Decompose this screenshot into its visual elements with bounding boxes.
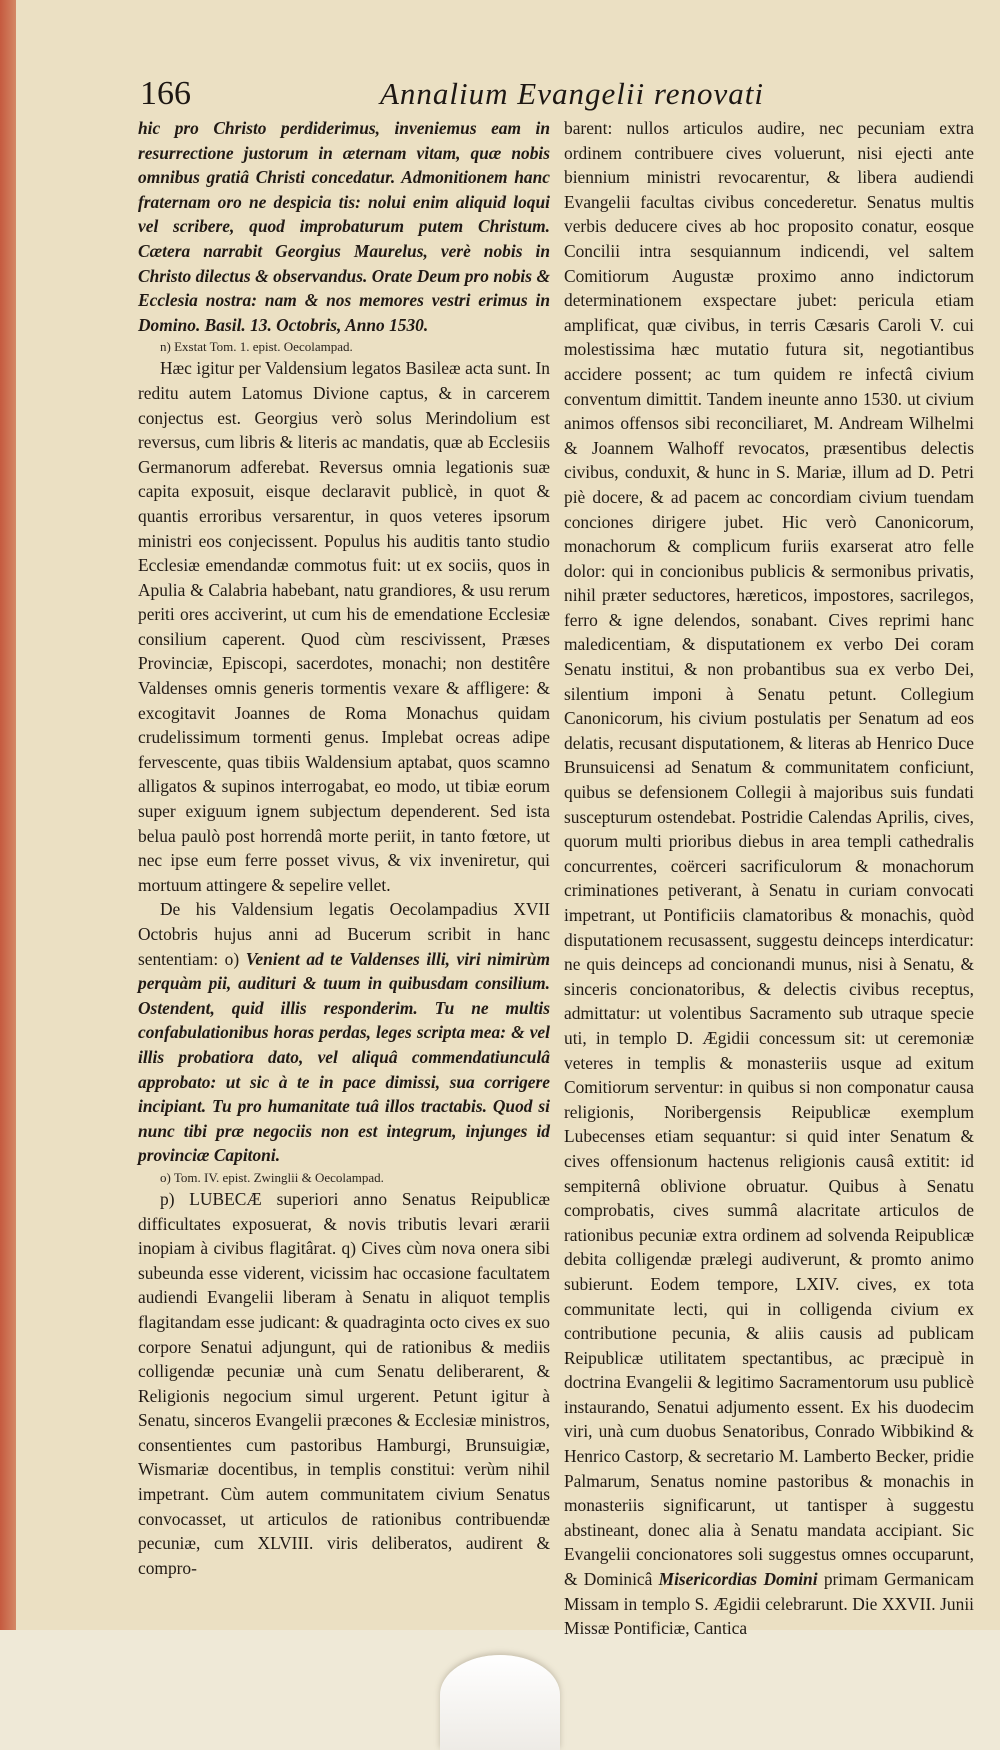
page-number: 166 [140, 75, 191, 112]
paragraph-oecolampadius-letter [138, 897, 550, 1168]
paragraph-oecolampadius-intro: De his Valdensium legatis Oecolampadius XVII Octobris hujus anni ad Bucerum scribit in hanc sententiam: o) [138, 899, 550, 969]
paragraph-misericordias-italic: Misericordias Domini [658, 1569, 818, 1590]
page-header [140, 74, 980, 118]
right-column [564, 116, 974, 1641]
paper-fold-corner [440, 1655, 560, 1750]
paragraph-oecolampadius-quote: Venient ad te Valdenses illi, viri nimirùm perquàm pii, audituri & tuum in quibusdam consilium. Ostendent, quid illis responderim. Tu ne multis confabulationibus horas perdas, leges scripta mea: & vel illis probatiora dato, vel aliquâ commendatiunculâ approbato: ut sic à te in pace dimissi, sua corrigere incipiant. Tu pro humanitate tuâ illos tractabis. Quod si nunc tibi præ negociis non est integrum, injunges id provinciæ Capitoni. [138, 948, 550, 1166]
book-spine-edge [0, 0, 16, 1640]
footnote-n: n) Exstat Tom. 1. epist. Oecolampad. [160, 339, 353, 355]
footnote-o: o) Tom. IV. epist. Zwinglii & Oecolampad. [160, 1169, 384, 1185]
paragraph-lubeca-main: barent: nullos articulos audire, nec pecuniam extra ordinem contribuere cives voluerunt, nisi ejecti ante biennium ministri revocarentur, & libera audiendi Evangelii facultas civibus concederetur. Senatus multis verbis deducere cives ab hoc proposito conatur, eosque Concilii intra sesquiannum indicendi, vel saltem Comitiorum Augustæ proximo anno indictorum determinationem exspectare jubet: pericula etiam amplificat, quæ civibus, in terris Cæsaris Caroli V. cui molestissima hæc mutatio futura sit, negotiantibus accidere possent; ac tum quidem re infectâ civium conventum dimittit. Tandem ineunte anno 1530. ut civium animos offensos sibi reconciliaret, M. Andream Wilhelmi & Joannem Walhoff revocatos, præsentibus delectis civibus, conduxit, & hunc in S. Mariæ, illum ad D. Petri piè docere, & ad pacem ac concordiam civium tuendam conciones dirigere jubet. Hic verò Canonicorum, monachorum & complicum furiis exarserat atro felle dolor: qui in concionibus publicis & sermonibus privatis, nihil præter seductores, hæreticos, impostores, sacrilegos, ferro & igne delendos, sonabant. Cives reprimi hanc maledicentiam, & disputationem ex verbo Dei coram Senatu institui, & non probantibus sua ex verbo Dei, silentium imponi à Senatu petunt. Collegium Canonicorum, his civium postulatis per Senatum ad eos delatis, recusant disputationem, & literas ab Henrico Duce Brunsuicensi ad Senatum & communitatem conficiunt, quibus se defensionem Collegii à majoribus suis fundati suscepturum ostendebat. Postridie Calendas Aprilis, cives, quorum multi prioribus diebus in area templi cathedralis concurrentes, coërceri sacrificulorum & monachorum criminationes petiverant, à Senatu in curiam convocati impetrant, ut Pontificiis clamatoribus & monachis, quòd disputationem recusassent, suggestu deinceps interdicatur: ne quis deinceps ad concionandi munus, nisi à Senatu, & sinceris concionatoribus, & delectis civibus receptus, admittatur: ut volentibus Sacramento sub utraque specie uti, in templo D. Ægidii concessum sit: ut ceremoniæ veteres in templis & monasteriis usque ad exitum Comitiorum serventur: in quibus si non componatur causa religionis, Noribergensis Reipublicæ exemplum Lubecenses etiam sequantur: si quid inter Senatum & cives offensionum hactenus religionis causâ extitit: id sempiternâ oblivione obruatur. Quibus à Senatu comprobatis, cives summâ alacritate articulos de rationibus pecuniæ extra ordinem ad solvenda Reipublicæ debita colligendæ prælegi audiverunt, & promto animo subierunt. Eodem tempore, LXIV. cives, ex tota communitate lecti, qui in colligenda civium ex contributione pecunia, & aliis causis ad publicam Reipublicæ utilitatem spectantibus, ac præcipuè in doctrina Evangelii & legitimo Sacramentorum usu publicè instaurando, Senatui adjumento essent. Ex his duodecim viri, unà cum duobus Senatoribus, Conrado Wibbikind & Henrico Castorp, & secretario M. Lamberto Becker, pridie Palmarum, Senatus nomine pastoribus & monachis in monasteriis significarunt, ut tantisper à suggestu abstineant, donec alia à Senatu mandata accipiant. Sic Evangelii concionatores soli suggestus omnes occuparunt, & Dominicâ [564, 118, 974, 1590]
paragraph-lubeca-continued [564, 116, 974, 1641]
left-column [138, 116, 550, 1580]
paragraph-lubeca-end: primam Germanicam Missam in templo S. Ægidii celebrarunt. Die XXVII. Junii Missæ Pontificiæ, Cantica [564, 1569, 974, 1639]
running-title: Annalium Evangelii renovati [380, 76, 764, 111]
letter-closing-italic: hic pro Christo perdiderimus, inveniemus eam in resurrectione justorum in æternam vitam, quæ nobis omnibus gratiâ Christi concedatur. Admonitionem hanc fraternam oro ne despicia tis: nolui enim aliquid loqui vel scribere, quod improbaturum putem Christum. Cætera narrabit Georgius Maurelus, verè nobis in Christo dilectus & observandus. Orate Deum pro nobis & Ecclesia nostra: nam & nos memores vestri erimus in Domino. Basil. 13. Octobris, Anno 1530. [138, 118, 550, 335]
paragraph-valdenses-legates: Hæc igitur per Valdensium legatos Basileæ acta sunt. In reditu autem Latomus Divione captus, & in carcerem conjectus est. Georgius verò solus Merindolium est reversus, cum libris & literis ac mandatis, quæ ab Ecclesiis Germanorum adferebat. Reversus omnia legationis suæ capita exposuit, eisque declaravit publicè, in quot & quantis erroribus versarentur, in quos veteres ipsorum ministri eos conjecissent. Populus his auditis tanto studio Ecclesiæ emendandæ commotus fuit: ut ex sociis, quos in Apulia & Calabria habebant, natu grandiores, & usu rerum periti ores acciverint, ut cum his de emendatione Ecclesiæ consilium caperent. Quod cùm rescivissent, Præses Provinciæ, Episcopi, sacerdotes, monachi; non destitêre Valdenses omnis generis tormentis vexare & affligere: & excogitavit Joannes de Roma Monachus quidam crudelissimum tormenti genus. Implebat ocreas adipe fervescente, quas tibiis Waldensium aptabat, quos scamno alligatos & supinos interrogabat, eo modo, ut tibiæ eorum super exiguum ignem subjectum dependerent. Sed ista belua paulò post horrendâ morte periit, in tanto fœtore, ut nec ipse eum ferre posset vivus, & vix inveniretur, qui mortuum attingere & sepelire vellet. [138, 358, 550, 895]
paragraph-lubeca: p) LUBECÆ superiori anno Senatus Reipublicæ difficultates exposuerat, & novis tributis levari ærarii inopiam à civibus flagitârat. q) Cives cùm nova onera sibi subeunda esse viderent, vicissim hac occasione facultatem audiendi Evangelii liberam à Senatu in aliquot templis flagitandam esse judicant: & quadraginta octo cives ex suo corpore Senatui adjungunt, qui de rationibus & mediis colligendæ pecuniæ unà cum Senatu deliberarent, & Religionis negocium simul urgerent. Petunt igitur à Senatu, sinceros Evangelii præcones & Ecclesiæ ministros, consentientes cum pastoribus Hamburgi, Brunsuigiæ, Wismariæ docentibus, in templis constitui: verùm nihil impetrant. Cùm autem communitatem civium Senatus convocasset, ut articulos de rationibus contribuendæ pecuniæ, cum XLVIII. viris deliberatos, audirent & compro- [138, 1188, 550, 1578]
